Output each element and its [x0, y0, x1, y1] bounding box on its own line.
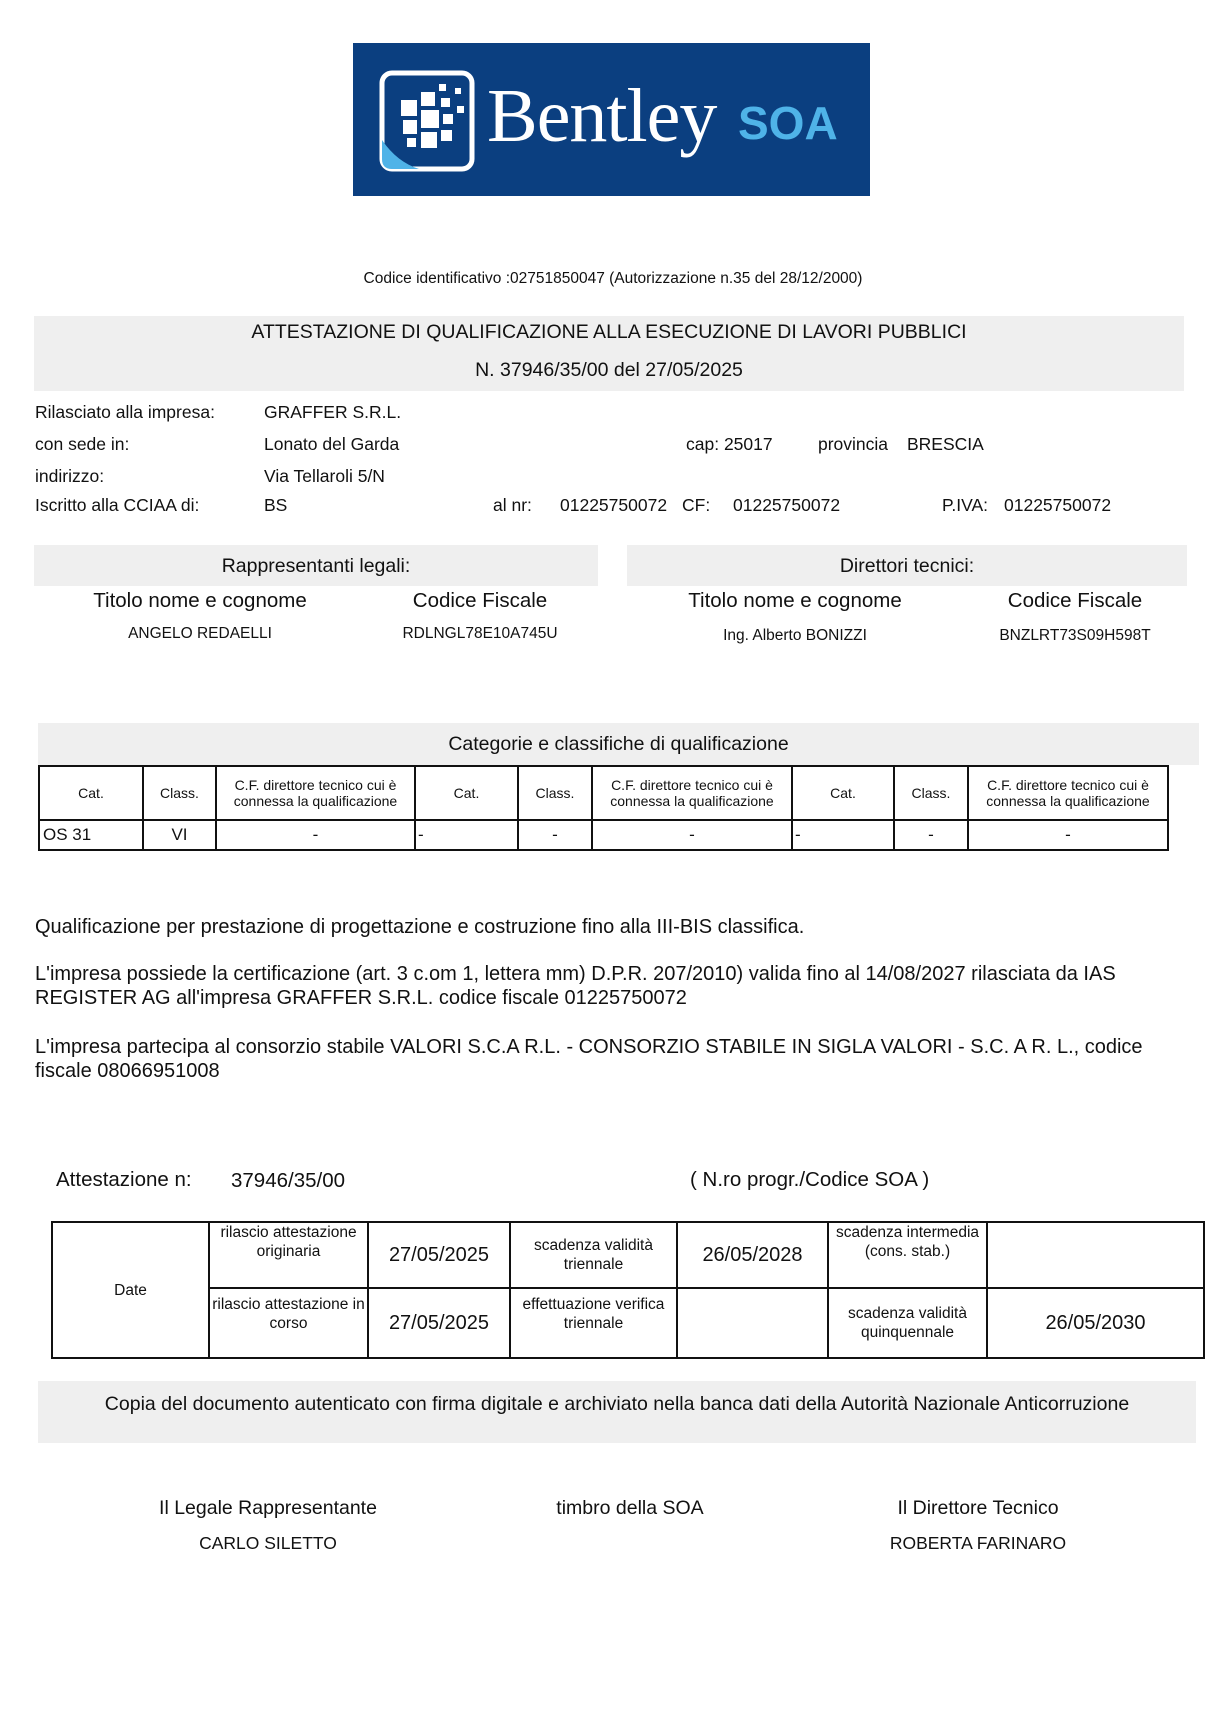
provincia-value: BRESCIA — [907, 434, 984, 454]
cf-value: 01225750072 — [733, 495, 841, 515]
rilascio-corso-value: 27/05/2025 — [368, 1288, 510, 1358]
legale-rappresentante-label: Il Legale Rappresentante — [159, 1497, 377, 1519]
piva-value: 01225750072 — [1004, 495, 1112, 515]
header-class: Class. — [518, 766, 592, 820]
legali-col-name: Titolo nome e cognome — [93, 589, 307, 612]
attestazione-note: ( N.ro progr./Codice SOA ) — [690, 1168, 930, 1191]
verifica-value — [677, 1288, 828, 1358]
bentley-soa-logo — [353, 43, 870, 196]
piva-label: P.IVA: — [942, 495, 989, 515]
paragraph: L'impresa possiede la certificazione (art. 3 c.om 1, lettera mm) D.P.R. 207/2010) valida fino al 14/08/2027 rilasciata da IAS REGISTER AG all'impresa GRAFFER S.R.L. codice fiscale 01225750072 — [35, 963, 1116, 1009]
cap: cap: 25017 — [686, 434, 773, 454]
doc-number: N. 37946/35/00 del 27/05/2025 — [475, 359, 743, 381]
timbro-label: timbro della SOA — [556, 1497, 704, 1519]
cell-cat: - — [792, 820, 894, 850]
cciaa-value: BS — [264, 495, 288, 515]
dates-table — [51, 1221, 1205, 1359]
scad-triennale-value: 26/05/2028 — [677, 1222, 828, 1288]
direttori-heading: Direttori tecnici: — [839, 555, 975, 577]
date-label: Date — [52, 1222, 209, 1358]
scad-quinq-value: 26/05/2030 — [987, 1288, 1204, 1358]
paragraph: Qualificazione per prestazione di progettazione e costruzione fino alla III-BIS classifica. — [35, 916, 805, 938]
logo-suffix: SOA — [738, 97, 838, 149]
cell-class: - — [894, 820, 968, 850]
scad-intermedia-label: scadenza intermedia (cons. stab.) — [828, 1222, 987, 1288]
provincia-label: provincia — [818, 434, 889, 454]
categorie-bar — [38, 723, 1199, 765]
direttore-tecnico-name: ROBERTA FARINARO — [889, 1533, 1067, 1553]
header-cat: Cat. — [39, 766, 143, 820]
verifica-label: effettuazione verifica triennale — [510, 1288, 677, 1358]
cell-cf: - — [968, 820, 1168, 850]
legali-heading: Rappresentanti legali: — [221, 555, 411, 577]
cell-class: VI — [143, 820, 216, 850]
direttori-col-cf: Codice Fiscale — [1007, 589, 1143, 612]
header-cat: Cat. — [792, 766, 894, 820]
legale-name: ANGELO REDAELLI — [128, 625, 272, 642]
sede-label: con sede in: — [35, 434, 130, 454]
dates-row — [52, 1222, 1204, 1288]
codice-identificativo: Codice identificativo :02751850047 (Autorizzazione n.35 del 28/12/2000) — [363, 270, 863, 287]
copia-text: Copia del documento autenticato con firma digitale e archiviato nella banca dati della Autorità Nazionale Anticorruzione — [104, 1393, 1130, 1415]
legali-bar — [34, 545, 598, 586]
cell-class: - — [518, 820, 592, 850]
alnr-label: al nr: — [493, 495, 532, 515]
indirizzo-value: Via Tellaroli 5/N — [264, 466, 385, 486]
rilascio-corso-label: rilascio attestazione in corso — [209, 1288, 368, 1358]
logo-mark-icon — [379, 70, 475, 172]
categorie-header-row — [39, 766, 1168, 820]
scad-quinq-label: scadenza validità quinquennale — [828, 1288, 987, 1358]
legale-cf: RDLNGL78E10A745U — [402, 625, 558, 642]
direttori-col-name: Titolo nome e cognome — [688, 589, 902, 612]
consorzio-text — [35, 1035, 1185, 1083]
categorie-heading: Categorie e classifiche di qualificazione — [448, 733, 789, 755]
legali-col-cf: Codice Fiscale — [412, 589, 548, 612]
scad-intermedia-value — [987, 1222, 1204, 1288]
cell-cf: - — [216, 820, 415, 850]
scad-triennale-label: scadenza validità triennale — [510, 1222, 677, 1288]
attestazione-value: 37946/35/00 — [231, 1169, 346, 1192]
direttore-tecnico-label: Il Direttore Tecnico — [897, 1497, 1059, 1519]
cf-label: CF: — [682, 495, 711, 515]
cell-cat: OS 31 — [39, 820, 143, 850]
header-class: Class. — [894, 766, 968, 820]
title-bar — [34, 316, 1184, 391]
attestazione-label: Attestazione n: — [56, 1168, 192, 1191]
copia-bar — [38, 1381, 1196, 1443]
sede-value: Lonato del Garda — [264, 434, 400, 454]
header-cf: C.F. direttore tecnico cui è connessa la qualificazione — [968, 766, 1168, 820]
header-cf: C.F. direttore tecnico cui è connessa la qualificazione — [216, 766, 415, 820]
rilascio-orig-label: rilascio attestazione originaria — [209, 1222, 368, 1288]
cell-cat: - — [415, 820, 518, 850]
header-cf: C.F. direttore tecnico cui è connessa la qualificazione — [592, 766, 792, 820]
alnr-value: 01225750072 — [560, 495, 668, 515]
rilascio-orig-value: 27/05/2025 — [368, 1222, 510, 1288]
legale-rappresentante-name: CARLO SILETTO — [199, 1533, 337, 1553]
certificazione-text — [35, 962, 1185, 1010]
dates-row — [52, 1288, 1204, 1358]
header-class: Class. — [143, 766, 216, 820]
cciaa-label: Iscritto alla CCIAA di: — [35, 495, 200, 515]
rilasciato-label: Rilasciato alla impresa: — [35, 402, 215, 422]
direttore-name: Ing. Alberto BONIZZI — [723, 627, 867, 644]
qualificazione-text — [35, 915, 1185, 939]
cell-cf: - — [592, 820, 792, 850]
logo-wordmark: Bentley — [487, 74, 717, 158]
doc-title: ATTESTAZIONE DI QUALIFICAZIONE ALLA ESECUZIONE DI LAVORI PUBBLICI — [251, 321, 967, 343]
header-cat: Cat. — [415, 766, 518, 820]
paragraph: L'impresa partecipa al consorzio stabile VALORI S.C.A R.L. - CONSORZIO STABILE IN SIGLA VALORI - S.C. A R. L., codice fiscale 08066951008 — [35, 1036, 1143, 1082]
indirizzo-label: indirizzo: — [35, 466, 105, 486]
categorie-table — [38, 765, 1169, 851]
table-row — [39, 820, 1168, 850]
direttori-bar — [627, 545, 1187, 586]
rilasciato-value: GRAFFER S.R.L. — [264, 402, 402, 422]
direttore-cf: BNZLRT73S09H598T — [999, 627, 1151, 644]
